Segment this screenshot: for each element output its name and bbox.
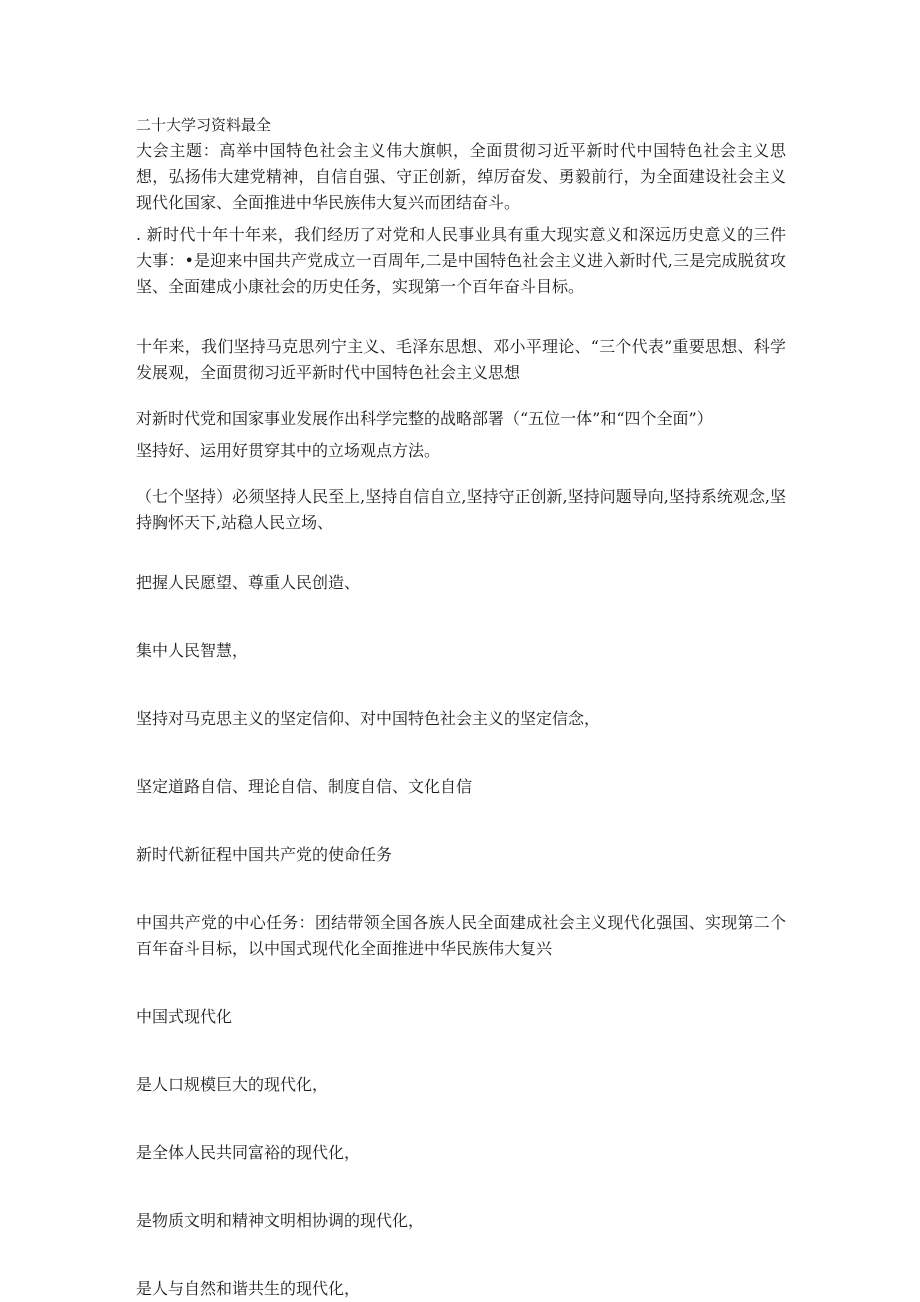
- paragraph-chinese-modernization: 中国式现代化: [136, 1007, 233, 1026]
- paragraph-theme: 大会主题：高举中国特色社会主义伟大旗帜，全面贯彻习近平新时代中国特色社会主义思想，弘扬伟大建党精神，自信自强、守正创新，绰厉奋发、勇毅前行，为全面建设社会主义现代化国家、全面推进中华民族伟大复兴而团结奋斗。: [136, 141, 786, 212]
- paragraph-people-wishes: 把握人民愿望、尊重人民创造、: [136, 573, 361, 592]
- paragraph-central-task: 中国共产党的中心任务：团结带领全国各族人民全面建成社会主义现代化强国、实现第二个百年奋斗目标，以中国式现代化全面推进中华民族伟大复兴: [136, 913, 786, 958]
- paragraph-four-confidences: 坚定道路自信、理论自信、制度自信、文化自信: [136, 777, 473, 796]
- paragraph-harmony-nature: 是人与自然和谐共生的现代化，: [136, 1279, 361, 1298]
- paragraph-common-prosperity: 是全体人民共同富裕的现代化，: [136, 1143, 361, 1162]
- paragraph-mission-heading: 新时代新征程中国共产党的使命任务: [136, 845, 393, 864]
- paragraph-method: 坚持好、运用好贯穿其中的立场观点方法。: [136, 441, 441, 460]
- document-body: [136, 112, 786, 1302]
- paragraph-large-population: 是人口规模巨大的现代化，: [136, 1075, 329, 1094]
- document-title: 二十大学习资料最全: [136, 116, 272, 134]
- paragraph-strategic-plan: 对新时代党和国家事业发展作出科学完整的战略部署（“五位一体”和“四个全面”）: [136, 409, 713, 428]
- paragraph-ten-years: 十年来，我们坚持马克思列宁主义、毛泽东思想、邓小平理论、“三个代表”重要思想、科学发展观，全面贯彻习近平新时代中国特色社会主义思想: [136, 337, 786, 382]
- paragraph-seven-adherences: （七个坚持）必须坚持人民至上,坚持自信自立,坚持守正创新,坚持问题导向,坚持系统观念,坚持胸怀天下,站稳人民立场、: [136, 487, 786, 532]
- paragraph-people-wisdom: 集中人民智慧，: [136, 641, 249, 660]
- paragraph-new-era: . 新时代十年十年来，我们经历了对党和人民事业具有重大现实意义和深远历史意义的三件大事：•是迎来中国共产党成立一百周年,二是中国特色社会主义进入新时代,三是完成脱贫攻坚、全面建成小康社会的历史任务，实现第一个百年奋斗目标。: [136, 225, 786, 296]
- paragraph-firm-belief: 坚持对马克思主义的坚定信仰、对中国特色社会主义的坚定信念，: [136, 709, 601, 728]
- paragraph-material-spiritual: 是物质文明和精神文明相协调的现代化，: [136, 1211, 425, 1230]
